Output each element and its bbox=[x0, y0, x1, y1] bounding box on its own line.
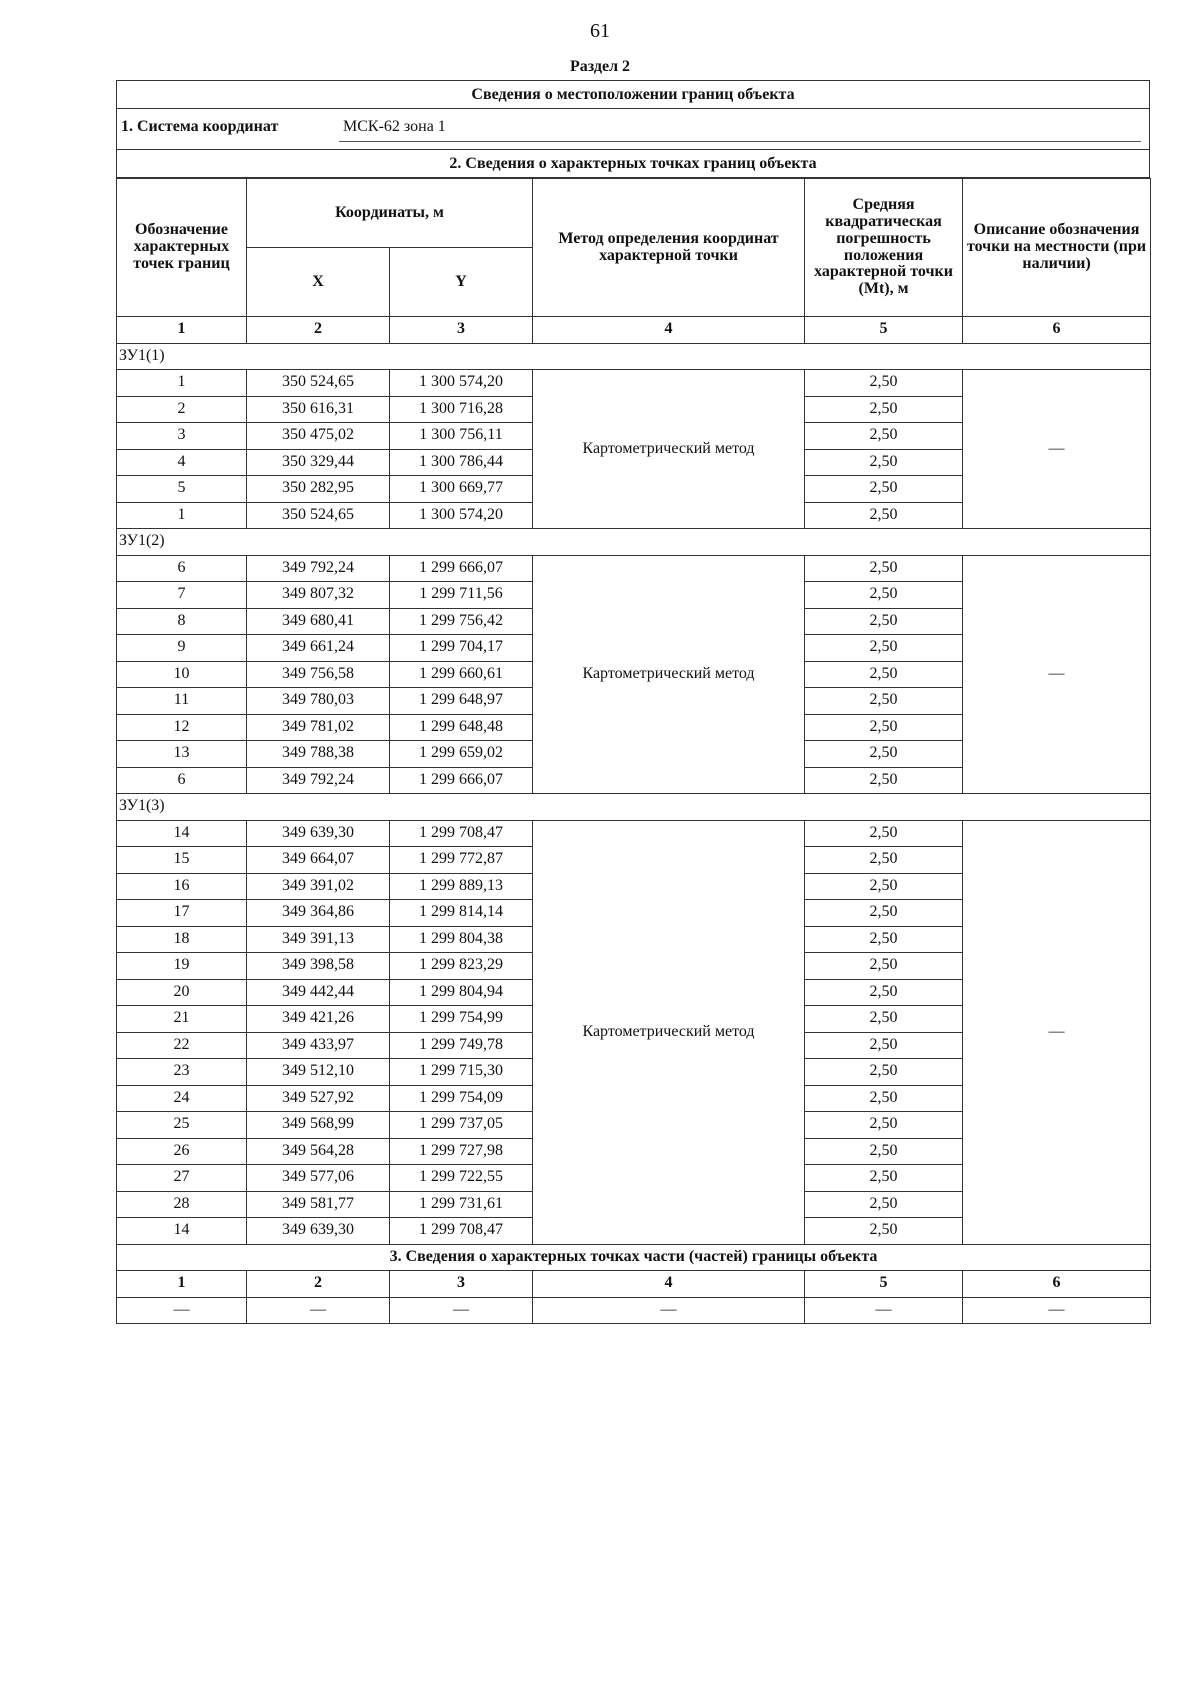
point-error: 2,50 bbox=[805, 502, 963, 529]
point-y: 1 300 574,20 bbox=[390, 502, 533, 529]
point-error: 2,50 bbox=[805, 449, 963, 476]
coord-system-label: 1. Система координат bbox=[121, 118, 279, 135]
point-number: 6 bbox=[117, 555, 247, 582]
point-x: 349 680,41 bbox=[247, 608, 390, 635]
point-x: 349 781,02 bbox=[247, 714, 390, 741]
table-title: Сведения о местоположении границ объекта bbox=[117, 81, 1149, 109]
point-number: 9 bbox=[117, 635, 247, 662]
point-number: 26 bbox=[117, 1138, 247, 1165]
group-label: ЗУ1(2) bbox=[117, 529, 1151, 556]
point-error: 2,50 bbox=[805, 767, 963, 794]
point-number: 1 bbox=[117, 502, 247, 529]
point-error: 2,50 bbox=[805, 1138, 963, 1165]
point-error: 2,50 bbox=[805, 423, 963, 450]
point-x: 349 391,02 bbox=[247, 873, 390, 900]
point-x: 349 661,24 bbox=[247, 635, 390, 662]
point-y: 1 299 722,55 bbox=[390, 1165, 533, 1192]
point-number: 1 bbox=[117, 370, 247, 397]
point-y: 1 299 731,61 bbox=[390, 1191, 533, 1218]
section-title: Раздел 2 bbox=[569, 58, 631, 75]
point-number: 27 bbox=[117, 1165, 247, 1192]
table-header-box bbox=[116, 80, 1150, 178]
point-error: 2,50 bbox=[805, 1112, 963, 1139]
point-x: 349 639,30 bbox=[247, 1218, 390, 1245]
point-number: 17 bbox=[117, 900, 247, 927]
point-y: 1 299 889,13 bbox=[390, 873, 533, 900]
point-y: 1 299 666,07 bbox=[390, 767, 533, 794]
point-error: 2,50 bbox=[805, 688, 963, 715]
point-number: 14 bbox=[117, 820, 247, 847]
point-error: 2,50 bbox=[805, 1006, 963, 1033]
table-row bbox=[117, 370, 1151, 397]
point-y: 1 300 574,20 bbox=[390, 370, 533, 397]
point-x: 349 433,97 bbox=[247, 1032, 390, 1059]
point-x: 349 577,06 bbox=[247, 1165, 390, 1192]
description-cell: — bbox=[963, 555, 1151, 794]
point-number: 6 bbox=[117, 767, 247, 794]
point-x: 350 616,31 bbox=[247, 396, 390, 423]
point-y: 1 299 660,61 bbox=[390, 661, 533, 688]
point-number: 13 bbox=[117, 741, 247, 768]
point-y: 1 300 786,44 bbox=[390, 449, 533, 476]
point-y: 1 299 756,42 bbox=[390, 608, 533, 635]
point-x: 349 391,13 bbox=[247, 926, 390, 953]
points-body bbox=[117, 343, 1151, 1244]
point-x: 349 788,38 bbox=[247, 741, 390, 768]
boundary-document bbox=[116, 80, 1150, 1324]
point-x: 350 475,02 bbox=[247, 423, 390, 450]
group-label: ЗУ1(3) bbox=[117, 794, 1151, 821]
point-number: 28 bbox=[117, 1191, 247, 1218]
point-error: 2,50 bbox=[805, 979, 963, 1006]
point-error: 2,50 bbox=[805, 900, 963, 927]
point-number: 15 bbox=[117, 847, 247, 874]
point-y: 1 299 754,09 bbox=[390, 1085, 533, 1112]
point-y: 1 299 772,87 bbox=[390, 847, 533, 874]
point-y: 1 299 648,97 bbox=[390, 688, 533, 715]
point-error: 2,50 bbox=[805, 820, 963, 847]
point-x: 349 581,77 bbox=[247, 1191, 390, 1218]
point-number: 19 bbox=[117, 953, 247, 980]
points-title: 2. Сведения о характерных точках границ объекта bbox=[117, 150, 1149, 178]
point-error: 2,50 bbox=[805, 714, 963, 741]
parts-row bbox=[117, 1297, 1151, 1324]
method-cell: Картометрический метод bbox=[533, 820, 805, 1244]
point-error: 2,50 bbox=[805, 873, 963, 900]
point-x: 349 568,99 bbox=[247, 1112, 390, 1139]
coord-system-row bbox=[117, 109, 1149, 150]
parts-cell: — bbox=[247, 1297, 390, 1324]
point-error: 2,50 bbox=[805, 370, 963, 397]
point-x: 350 524,65 bbox=[247, 370, 390, 397]
point-error: 2,50 bbox=[805, 555, 963, 582]
group-row bbox=[117, 529, 1151, 556]
point-y: 1 299 814,14 bbox=[390, 900, 533, 927]
point-y: 1 299 804,38 bbox=[390, 926, 533, 953]
column-number: 2 bbox=[247, 1271, 390, 1298]
point-error: 2,50 bbox=[805, 608, 963, 635]
point-number: 25 bbox=[117, 1112, 247, 1139]
method-cell: Картометрический метод bbox=[533, 555, 805, 794]
point-number: 21 bbox=[117, 1006, 247, 1033]
point-y: 1 299 711,56 bbox=[390, 582, 533, 609]
method-cell: Картометрический метод bbox=[533, 370, 805, 529]
group-row bbox=[117, 794, 1151, 821]
header-coords: Координаты, м bbox=[247, 179, 533, 248]
point-number: 12 bbox=[117, 714, 247, 741]
point-y: 1 299 704,17 bbox=[390, 635, 533, 662]
point-number: 11 bbox=[117, 688, 247, 715]
header-error: Средняя квадратическая погрешность положения характерной точки (Mt), м bbox=[805, 179, 963, 317]
point-y: 1 300 716,28 bbox=[390, 396, 533, 423]
column-number: 1 bbox=[117, 317, 247, 344]
parts-column-numbers-row bbox=[117, 1271, 1151, 1298]
point-number: 7 bbox=[117, 582, 247, 609]
point-x: 349 664,07 bbox=[247, 847, 390, 874]
point-error: 2,50 bbox=[805, 476, 963, 503]
point-x: 350 282,95 bbox=[247, 476, 390, 503]
column-number: 3 bbox=[390, 317, 533, 344]
point-error: 2,50 bbox=[805, 1218, 963, 1245]
parts-cell: — bbox=[117, 1297, 247, 1324]
point-number: 2 bbox=[117, 396, 247, 423]
parts-cell: — bbox=[805, 1297, 963, 1324]
table-row bbox=[117, 555, 1151, 582]
parts-title: 3. Сведения о характерных точках части (частей) границы объекта bbox=[117, 1244, 1151, 1271]
point-error: 2,50 bbox=[805, 1032, 963, 1059]
point-y: 1 299 727,98 bbox=[390, 1138, 533, 1165]
point-number: 8 bbox=[117, 608, 247, 635]
point-number: 5 bbox=[117, 476, 247, 503]
point-number: 24 bbox=[117, 1085, 247, 1112]
column-numbers-row bbox=[117, 317, 1151, 344]
point-x: 350 329,44 bbox=[247, 449, 390, 476]
column-number: 4 bbox=[533, 1271, 805, 1298]
coord-system-underline bbox=[339, 141, 1141, 142]
column-number: 4 bbox=[533, 317, 805, 344]
point-error: 2,50 bbox=[805, 926, 963, 953]
point-number: 23 bbox=[117, 1059, 247, 1086]
point-x: 350 524,65 bbox=[247, 502, 390, 529]
parts-cell: — bbox=[963, 1297, 1151, 1324]
column-number: 6 bbox=[963, 1271, 1151, 1298]
point-y: 1 299 666,07 bbox=[390, 555, 533, 582]
point-y: 1 299 754,99 bbox=[390, 1006, 533, 1033]
table-row bbox=[117, 820, 1151, 847]
header-x: X bbox=[247, 248, 390, 317]
header-y: Y bbox=[390, 248, 533, 317]
point-y: 1 300 669,77 bbox=[390, 476, 533, 503]
point-y: 1 300 756,11 bbox=[390, 423, 533, 450]
point-y: 1 299 708,47 bbox=[390, 1218, 533, 1245]
point-x: 349 527,92 bbox=[247, 1085, 390, 1112]
point-x: 349 792,24 bbox=[247, 555, 390, 582]
point-y: 1 299 737,05 bbox=[390, 1112, 533, 1139]
point-y: 1 299 708,47 bbox=[390, 820, 533, 847]
column-number: 5 bbox=[805, 1271, 963, 1298]
column-number: 2 bbox=[247, 317, 390, 344]
point-x: 349 639,30 bbox=[247, 820, 390, 847]
parts-cell: — bbox=[390, 1297, 533, 1324]
point-error: 2,50 bbox=[805, 1085, 963, 1112]
point-error: 2,50 bbox=[805, 953, 963, 980]
column-number: 1 bbox=[117, 1271, 247, 1298]
description-cell: — bbox=[963, 820, 1151, 1244]
header-point-label: Обозначение характерных точек границ bbox=[117, 179, 247, 317]
point-number: 10 bbox=[117, 661, 247, 688]
header-method: Метод определения координат характерной точки bbox=[533, 179, 805, 317]
point-number: 16 bbox=[117, 873, 247, 900]
point-y: 1 299 823,29 bbox=[390, 953, 533, 980]
point-number: 14 bbox=[117, 1218, 247, 1245]
page-number: 61 bbox=[590, 20, 610, 42]
point-error: 2,50 bbox=[805, 661, 963, 688]
point-x: 349 792,24 bbox=[247, 767, 390, 794]
point-x: 349 364,86 bbox=[247, 900, 390, 927]
point-x: 349 807,32 bbox=[247, 582, 390, 609]
point-error: 2,50 bbox=[805, 847, 963, 874]
column-number: 6 bbox=[963, 317, 1151, 344]
point-number: 4 bbox=[117, 449, 247, 476]
point-error: 2,50 bbox=[805, 1059, 963, 1086]
point-x: 349 421,26 bbox=[247, 1006, 390, 1033]
parts-cell: — bbox=[533, 1297, 805, 1324]
point-x: 349 564,28 bbox=[247, 1138, 390, 1165]
description-cell: — bbox=[963, 370, 1151, 529]
column-number: 5 bbox=[805, 317, 963, 344]
point-y: 1 299 715,30 bbox=[390, 1059, 533, 1086]
point-x: 349 512,10 bbox=[247, 1059, 390, 1086]
points-table bbox=[116, 178, 1151, 1324]
point-error: 2,50 bbox=[805, 1191, 963, 1218]
point-number: 22 bbox=[117, 1032, 247, 1059]
coord-system-value: МСК-62 зона 1 bbox=[343, 118, 446, 135]
point-error: 2,50 bbox=[805, 582, 963, 609]
point-error: 2,50 bbox=[805, 635, 963, 662]
point-error: 2,50 bbox=[805, 1165, 963, 1192]
group-row bbox=[117, 343, 1151, 370]
column-number: 3 bbox=[390, 1271, 533, 1298]
point-y: 1 299 659,02 bbox=[390, 741, 533, 768]
point-number: 3 bbox=[117, 423, 247, 450]
group-label: ЗУ1(1) bbox=[117, 343, 1151, 370]
point-x: 349 442,44 bbox=[247, 979, 390, 1006]
point-error: 2,50 bbox=[805, 741, 963, 768]
point-number: 18 bbox=[117, 926, 247, 953]
point-error: 2,50 bbox=[805, 396, 963, 423]
point-y: 1 299 648,48 bbox=[390, 714, 533, 741]
point-x: 349 780,03 bbox=[247, 688, 390, 715]
point-x: 349 756,58 bbox=[247, 661, 390, 688]
point-x: 349 398,58 bbox=[247, 953, 390, 980]
parts-section bbox=[117, 1244, 1151, 1324]
point-number: 20 bbox=[117, 979, 247, 1006]
point-y: 1 299 804,94 bbox=[390, 979, 533, 1006]
point-y: 1 299 749,78 bbox=[390, 1032, 533, 1059]
header-description: Описание обозначения точки на местности (при наличии) bbox=[963, 179, 1151, 317]
